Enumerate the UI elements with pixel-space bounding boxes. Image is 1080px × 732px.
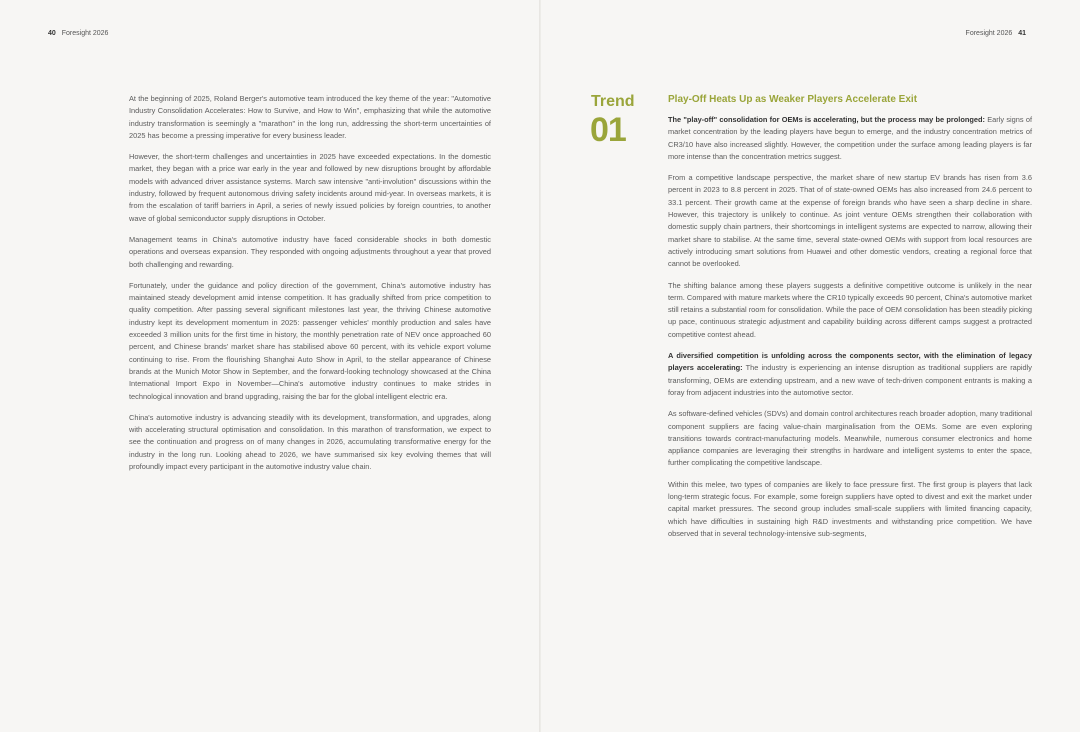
paragraph-body: Early signs of market concentration by the leading players have begun to emerge, and the industry concentration metrics of CR3/10 have also increased slightly. However, the competition under the surface among leading players is far more intense than the concentration metrics suggest. [668, 115, 1032, 161]
trend-label: Trend [591, 93, 635, 110]
left-paragraph-3: Management teams in China's automotive industry have faced considerable shocks in both domestic operations and overseas expansion. They responded with ongoing adjustments throughout a year that proved both challenging and rewarding. [129, 234, 491, 269]
right-paragraph-2: From a competitive landscape perspective, the market share of new startup EV brands has risen from 3.6 percent in 2023 to 8.8 percent in 2025. That of of state-owned OEMs has also increased from 24.6 percent to 33.1 percent. Their growth came at the expense of foreign brands who have seen a sharp decline in share. However, this trajectory is unlikely to continue. As joint venture OEMs strengthen their collaboration with domestic supply chain partners, their shortcomings in intelligent systems are expected to narrow, allowing their market share to stabilise. At the same time, several state-owned OEMs with support from local resources are actively introducing smart solutions from Huawei and other domestic vendors, creating a regional force that cannot be overlooked. [668, 173, 1032, 269]
left-paragraph-2: However, the short-term challenges and uncertainties in 2025 have exceeded expectations. In the domestic market, they began with a price war early in the year and followed by new disruptions brought by affordable models with advanced driver assistance systems. March saw intensive "anti-involution" discussions within the industry, followed by frequent autonomous driving safety incidents around mid-year. In overseas markets, it is from the escalation of tariff barriers in April, a series of newly issued policies by foreign countries, to another wave of global semiconductor supply disruptions in October. [129, 152, 491, 223]
left-folio [48, 30, 108, 37]
right-folio [966, 30, 1026, 37]
right-paragraph-5: As software-defined vehicles (SDVs) and domain control architectures reach broader adoption, many traditional component suppliers are facing value-chain marginalisation from the OEMs. Some are even exploring transitions towards contract-manufacturing models. Meanwhile, numerous consumer electronics and home appliance companies are leveraging their strengths in hardware and intelligent systems to enter the space, further complicating the competitive landscape. [668, 409, 1032, 468]
trend-number: 01 [590, 111, 626, 149]
paragraph-lead-in: A diversified competition is unfolding across the components sector, with the elimination of legacy players accelerating: [668, 351, 1032, 373]
section-heading: Play-Off Heats Up as Weaker Players Accelerate Exit [668, 94, 918, 105]
left-paragraph-5: China's automotive industry is advancing steadily with its development, transformation, and upgrades, along with accelerating structural optimisation and consolidation. In this marathon of transformation, we expect to see the continuation and progress on of many changes in 2026, accumulating transformative energy for the industry in the long run. Looking ahead to 2026, we have summarised six key evolving themes that will profoundly impact every participant in the automotive industry value chain. [129, 412, 491, 472]
paragraph-lead-in: The "play-off" consolidation for OEMs is accelerating, but the process may be prolonged: [668, 115, 985, 124]
left-page-number: 40 [48, 30, 56, 37]
right-page-number: 41 [1018, 30, 1026, 37]
right-running-title: Foresight 2026 [965, 30, 1013, 37]
right-paragraph-3: The shifting balance among these players suggests a definitive competitive outcome is unlikely in the near term. Compared with mature markets where the CR10 typically exceeds 90 percent, China's automotive market still retains a substantial room for consolidation. While the pace of OEM consolidation has been steadily picking up pace, continuous strategic adjustment and capability building across different camps suggest a protracted competitive contest ahead. [668, 280, 1032, 339]
left-paragraph-4: Fortunately, under the guidance and policy direction of the government, China's automotive industry has maintained steady development amid intense competition. It has gradually shifted from price competition to quality competition. After passing several significant milestones last year, the thriving Chinese automotive industry kept its development momentum in 2025: passenger vehicles' monthly production and sales have exceeded 3 million units for the first time in history, the monthly penetration rate of NEV once approached 60 percent, and Chinese brands' market share has stabilised above 60 percent, with its vehicle export volume continuing to rise. From the flourishing Shanghai Auto Show in April, to the stellar appearance of Chinese brands at the Munich Motor Show in September, and the forward-looking technology showcased at the China International Import Expo in November—China's automotive industry continues to make strides in technological innovation and brand upgrading, raising the bar for the global intelligent electric era. [129, 280, 491, 401]
right-paragraph-4 [668, 350, 1032, 399]
right-text-column [668, 93, 1032, 549]
paragraph-body: The industry is experiencing an intense disruption as traditional suppliers are rapidly transforming, OEMs are extending upstream, and a new wave of tech-driven component entrants is making a foray from adjacent industries into the automotive sector. [668, 363, 1032, 397]
left-text-column [129, 93, 491, 482]
right-paragraph-6: Within this melee, two types of companies are likely to face pressure first. The first group is players that lack long-term strategic focus. For example, some foreign suppliers have opted to divest and exit the market under capital market pressures. The second group includes small-scale suppliers with limited financing capacity, which have difficulties in sustaining high R&D investments and withstanding price competition. We have observed that in several technology-intensive sub-segments, [668, 479, 1032, 538]
left-paragraph-1: At the beginning of 2025, Roland Berger's automotive team introduced the key theme of the year: "Automotive Industry Consolidation Accelerates: How to Survive, and How to Win", emphasizing that while the automotive industry transformation is seemingly a "marathon" in the long run, addressing the short-term uncertainties of 2025 has become a pressing imperative for every business leader. [129, 94, 491, 140]
left-running-title: Foresight 2026 [61, 30, 109, 37]
right-paragraph-1 [668, 114, 1032, 163]
